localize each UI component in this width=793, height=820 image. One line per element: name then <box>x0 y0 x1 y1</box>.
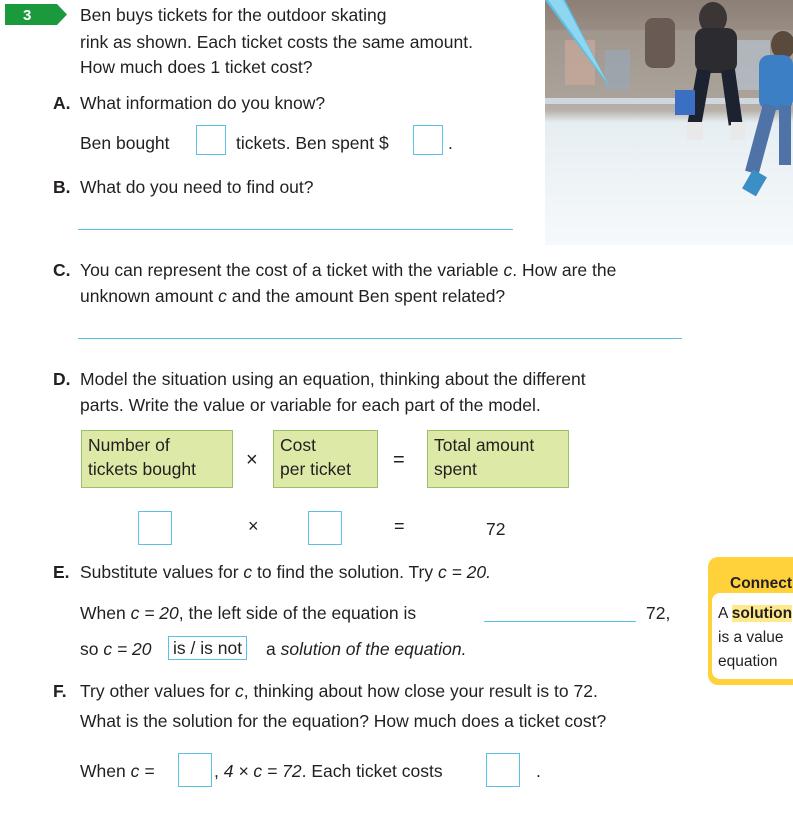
part-c-letter: C. <box>53 260 71 280</box>
equation-total-value: 72 <box>486 519 506 539</box>
part-a-letter: A. <box>53 93 71 113</box>
part-e-line-1: Substitute values for c to find the solution. Try c = 20. <box>80 562 491 582</box>
model-times-sign: × <box>246 449 258 471</box>
part-e-line-2: When c = 20, the left side of the equation is <box>80 603 417 623</box>
problem-line-2: rink as shown. Each ticket costs the same amount. <box>80 32 473 52</box>
connect-title: Connect <box>730 575 792 592</box>
connect-line-2: is a value <box>718 629 784 646</box>
part-b-letter: B. <box>53 177 71 197</box>
tickets-count-answer-box[interactable] <box>196 125 226 155</box>
model-box-cost-per-ticket: Cost per ticket <box>273 430 378 488</box>
equation-equals-sign: = <box>394 516 405 536</box>
part-f-line-1: Try other values for c, thinking about how close your result is to 72. <box>80 681 598 701</box>
part-c-answer-line[interactable] <box>78 338 682 339</box>
part-a-question: What information do you know? <box>80 93 326 113</box>
model-box-total-amount: Total amount spent <box>427 430 569 488</box>
part-e-value-72: 72, <box>646 603 671 623</box>
part-c-line-2: unknown amount c and the amount Ben spent related? <box>80 286 506 306</box>
part-f-period: . <box>536 761 541 781</box>
part-b-question: What do you need to find out? <box>80 177 314 197</box>
part-c-line-1: You can represent the cost of a ticket with the variable c. How are the <box>80 260 617 280</box>
problem-number-badge <box>5 4 67 25</box>
part-f-line-2: What is the solution for the equation? How much does a ticket cost? <box>80 711 607 731</box>
part-e-line-3-end: a solution of the equation. <box>266 639 467 659</box>
equation-times-sign: × <box>248 516 259 536</box>
problem-line-1: Ben buys tickets for the outdoor skating <box>80 5 387 25</box>
problem-line-3: How much does 1 ticket cost? <box>80 57 313 77</box>
model-equals-sign: = <box>393 449 405 471</box>
cost-per-ticket-answer-box[interactable] <box>308 511 342 545</box>
part-a-period: . <box>448 133 453 153</box>
part-b-answer-line[interactable] <box>78 229 513 230</box>
part-f-letter: F. <box>53 681 67 701</box>
part-e-line-3-start: so c = 20 <box>80 639 152 659</box>
part-d-letter: D. <box>53 369 71 389</box>
part-f-line-3-start: When c = <box>80 761 155 781</box>
part-f-line-3-mid: , 4 × c = 72. Each ticket costs <box>214 761 443 781</box>
part-d-line-2: parts. Write the value or variable for each part of the model. <box>80 395 541 415</box>
tickets-spent-label: tickets. Ben spent $ <box>236 133 389 153</box>
ben-bought-label: Ben bought <box>80 133 170 153</box>
left-side-comparison-line[interactable] <box>484 621 636 622</box>
is-is-not-choice-box[interactable]: is / is not <box>168 636 247 660</box>
part-e-letter: E. <box>53 562 70 582</box>
solution-value-answer-box[interactable] <box>178 753 212 787</box>
model-box-number-of-tickets: Number of tickets bought <box>81 430 233 488</box>
ticket-cost-answer-box[interactable] <box>486 753 520 787</box>
part-d-line-1: Model the situation using an equation, thinking about the different <box>80 369 586 389</box>
connect-line-1: A solution <box>718 605 793 622</box>
number-of-tickets-answer-box[interactable] <box>138 511 172 545</box>
problem-number: 3 <box>23 7 32 24</box>
amount-spent-answer-box[interactable] <box>413 125 443 155</box>
connect-line-3: equation <box>718 653 778 670</box>
skating-rink-photo <box>545 0 793 245</box>
